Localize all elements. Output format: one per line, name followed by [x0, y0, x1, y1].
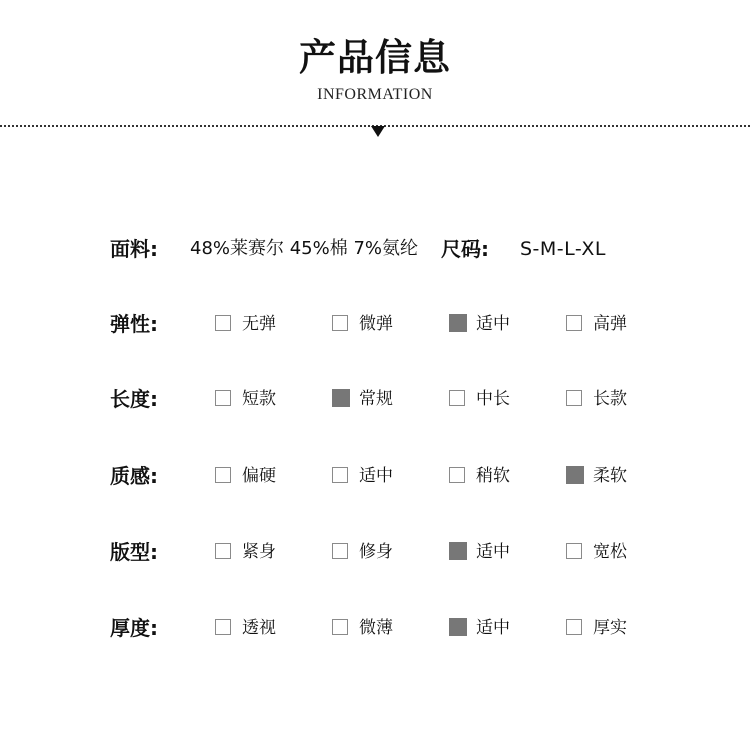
checked-checkbox[interactable]: [449, 542, 467, 560]
unchecked-checkbox[interactable]: [332, 619, 348, 635]
unchecked-checkbox[interactable]: [332, 315, 348, 331]
unchecked-checkbox[interactable]: [332, 543, 348, 559]
fabric-value: 48%莱赛尔 45%棉 7%氨纶: [190, 238, 419, 259]
elasticity-row: [0, 309, 750, 339]
option-label: 常规: [359, 389, 393, 409]
option-label: 中长: [476, 389, 510, 409]
option-label: 适中: [476, 542, 510, 562]
option-label: 适中: [476, 618, 510, 638]
unchecked-checkbox[interactable]: [566, 543, 582, 559]
fabric-label: 面料:: [110, 237, 158, 261]
unchecked-checkbox[interactable]: [332, 467, 348, 483]
option-label: 无弹: [242, 314, 276, 334]
checked-checkbox[interactable]: [449, 314, 467, 332]
checked-checkbox[interactable]: [449, 618, 467, 636]
option-label: 修身: [359, 542, 393, 562]
unchecked-checkbox[interactable]: [215, 315, 231, 331]
option-label: 微薄: [359, 618, 393, 638]
texture-row: [0, 461, 750, 491]
size-label: 尺码:: [441, 237, 489, 261]
fit-label: 版型:: [110, 540, 158, 564]
elasticity-label: 弹性:: [110, 312, 158, 336]
option-label: 适中: [476, 314, 510, 334]
unchecked-checkbox[interactable]: [215, 390, 231, 406]
page-subtitle: INFORMATION: [317, 86, 433, 103]
option-label: 长款: [593, 389, 627, 409]
option-label: 短款: [242, 389, 276, 409]
fabric-row: [0, 234, 750, 264]
unchecked-checkbox[interactable]: [215, 467, 231, 483]
unchecked-checkbox[interactable]: [566, 315, 582, 331]
option-label: 适中: [359, 466, 393, 486]
option-label: 厚实: [593, 618, 627, 638]
size-value: S-M-L-XL: [520, 238, 606, 260]
unchecked-checkbox[interactable]: [449, 390, 465, 406]
option-label: 微弹: [359, 314, 393, 334]
texture-label: 质感:: [110, 464, 158, 488]
option-label: 柔软: [593, 466, 627, 486]
checked-checkbox[interactable]: [566, 466, 584, 484]
option-label: 偏硬: [242, 466, 276, 486]
thickness-label: 厚度:: [110, 616, 158, 640]
option-label: 紧身: [242, 542, 276, 562]
length-row: [0, 384, 750, 414]
down-triangle-icon: [371, 126, 385, 137]
checked-checkbox[interactable]: [332, 389, 350, 407]
option-label: 透视: [242, 618, 276, 638]
option-label: 稍软: [476, 466, 510, 486]
option-label: 宽松: [593, 542, 627, 562]
unchecked-checkbox[interactable]: [215, 543, 231, 559]
thickness-row: [0, 613, 750, 643]
length-label: 长度:: [110, 387, 158, 411]
fit-row: [0, 537, 750, 567]
unchecked-checkbox[interactable]: [566, 619, 582, 635]
option-label: 高弹: [593, 314, 627, 334]
page-title: 产品信息: [299, 36, 451, 79]
unchecked-checkbox[interactable]: [449, 467, 465, 483]
unchecked-checkbox[interactable]: [215, 619, 231, 635]
unchecked-checkbox[interactable]: [566, 390, 582, 406]
